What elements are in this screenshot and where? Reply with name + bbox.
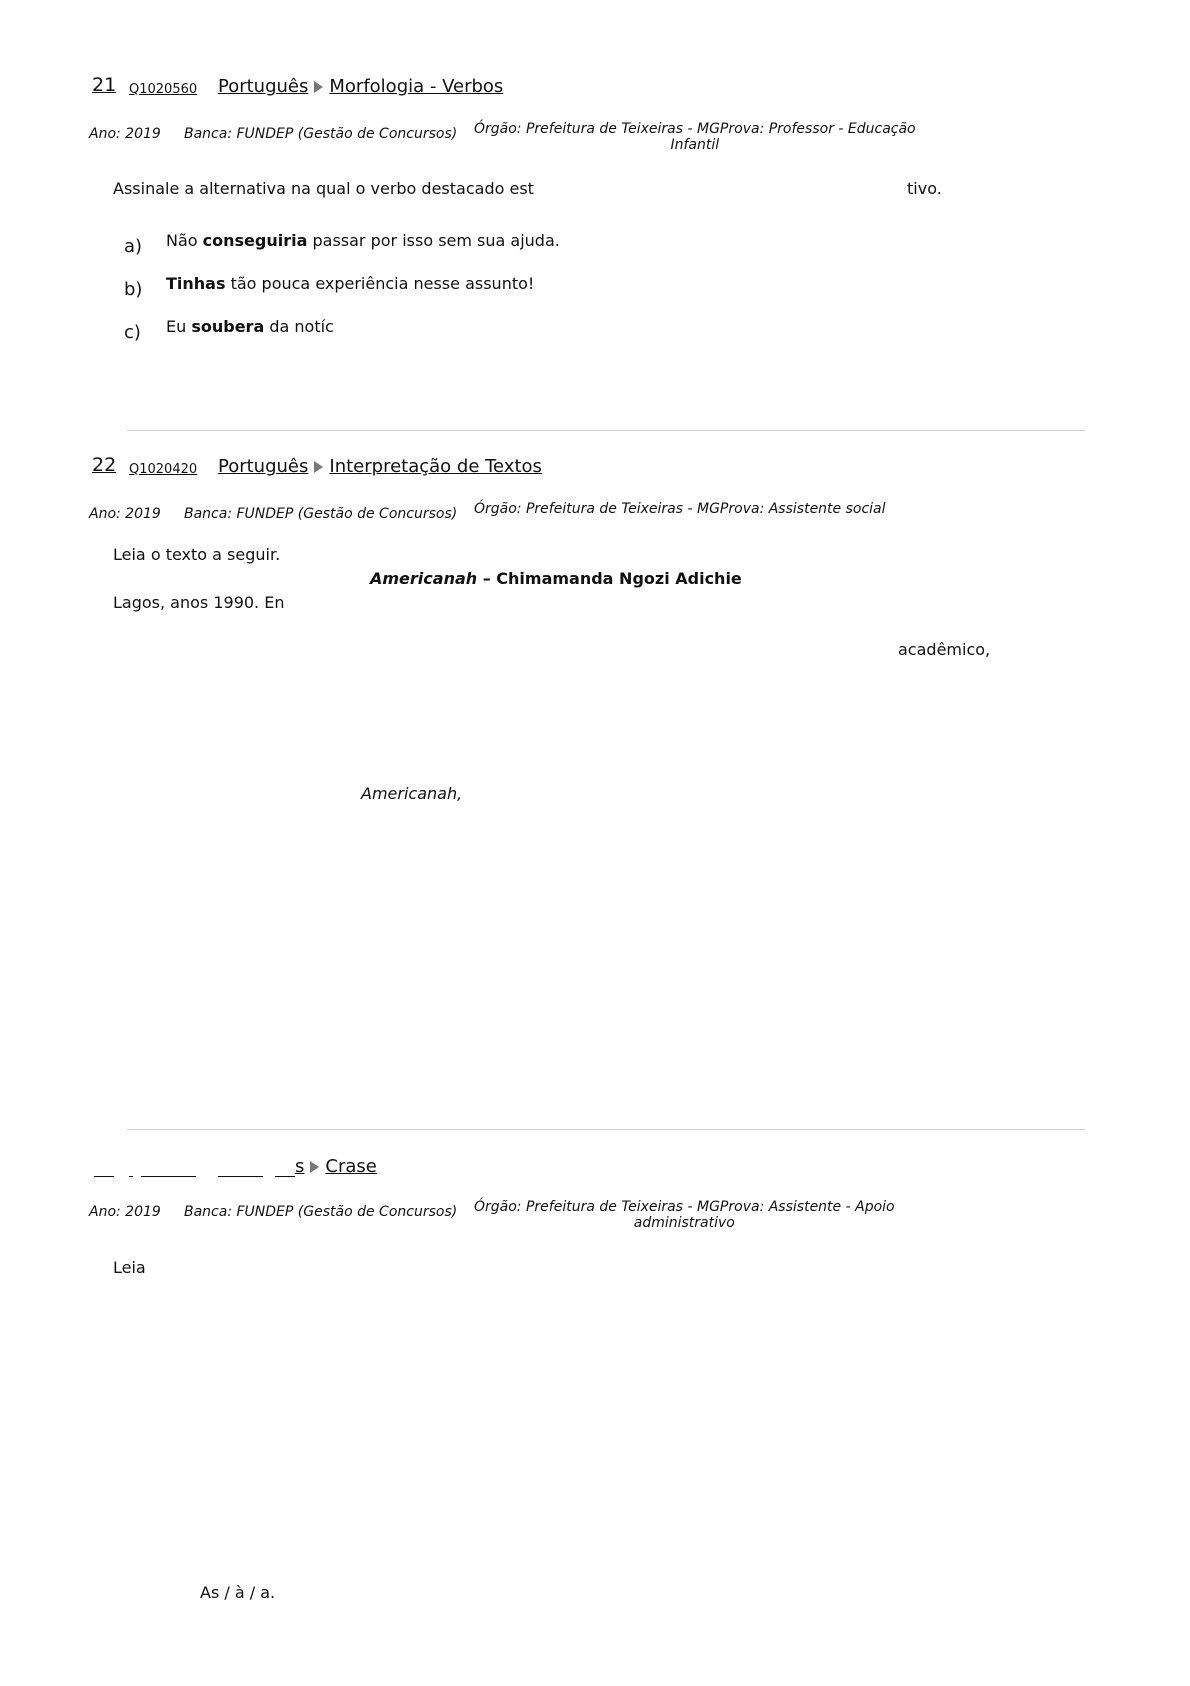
q21-option-b-letter[interactable]: b) [124,279,143,300]
q23-breadcrumb [295,1156,377,1177]
q21-breadcrumb [218,76,503,97]
q21-number[interactable]: 21 [92,74,117,96]
q22-banca: Banca: FUNDEP (Gestão de Concursos) [184,506,458,522]
q22-fragment-americanah: Americanah, [361,784,463,803]
q21-statement-end: tivo. [907,179,942,198]
q23-orgao-line2: administrativo [633,1215,735,1231]
q23-topic-link[interactable]: Crase [325,1156,377,1177]
q23-orgao [474,1199,895,1231]
divider [127,1129,1085,1130]
q22-paragraph-start: Lagos, anos 1990. En [113,593,285,612]
q22-fragment-academico: acadêmico, [898,640,991,659]
q21-ano: Ano: 2019 [89,126,161,142]
q23-subject-placeholder [218,1176,263,1177]
breadcrumb-arrow-icon [310,1161,319,1173]
q21-option-c-text[interactable]: Eu soubera da notíc [166,317,334,336]
q23-bottom-text: As / à / a. [200,1583,276,1602]
q22-topic-link[interactable]: Interpretação de Textos [329,456,542,477]
q21-statement-start: Assinale a alternativa na qual o verbo destacado est [113,179,534,198]
q22-ano: Ano: 2019 [89,506,161,522]
q23-subject-placeholder [275,1176,295,1177]
q21-banca: Banca: FUNDEP (Gestão de Concursos) [184,126,458,142]
q21-subject-link[interactable]: Português [218,76,309,97]
q21-topic-link[interactable]: Morfologia - Verbos [329,76,504,97]
q22-subject-link[interactable]: Português [218,456,309,477]
q22-number[interactable]: 22 [92,454,117,476]
q21-orgao [474,121,916,153]
q23-orgao-line1: Órgão: Prefeitura de Teixeiras - MGProva: Assistente - Apoio [474,1199,895,1215]
breadcrumb-arrow-icon [314,461,323,473]
divider [127,430,1085,431]
q23-ano: Ano: 2019 [89,1204,161,1220]
q21-option-b-text[interactable]: Tinhas tão pouca experiência nesse assunto! [166,274,535,293]
q22-id-link[interactable]: Q1020420 [129,462,198,477]
q21-option-a-letter[interactable]: a) [124,236,143,257]
q21-orgao-line2: Infantil [670,137,720,153]
q23-banca: Banca: FUNDEP (Gestão de Concursos) [184,1204,458,1220]
q21-option-c-letter[interactable]: c) [124,322,141,343]
q21-orgao-line1: Órgão: Prefeitura de Teixeiras - MGProva: Professor - Educação [474,121,916,137]
q22-intro: Leia o texto a seguir. [113,545,281,564]
q23-subject-link[interactable]: s [295,1156,305,1177]
q23-number-placeholder [94,1176,114,1177]
q22-text-title: Americanah – Chimamanda Ngozi Adichie [370,569,742,588]
q22-orgao: Órgão: Prefeitura de Teixeiras - MGProva: Assistente social [474,501,886,517]
q22-breadcrumb [218,456,542,477]
q23-intro: Leia [113,1258,146,1277]
q21-option-a-text[interactable]: Não conseguiria passar por isso sem sua ajuda. [166,231,560,250]
breadcrumb-arrow-icon [314,81,323,93]
q23-id-placeholder [129,1176,133,1177]
q23-id-placeholder [141,1176,196,1177]
q21-id-link[interactable]: Q1020560 [129,82,198,97]
